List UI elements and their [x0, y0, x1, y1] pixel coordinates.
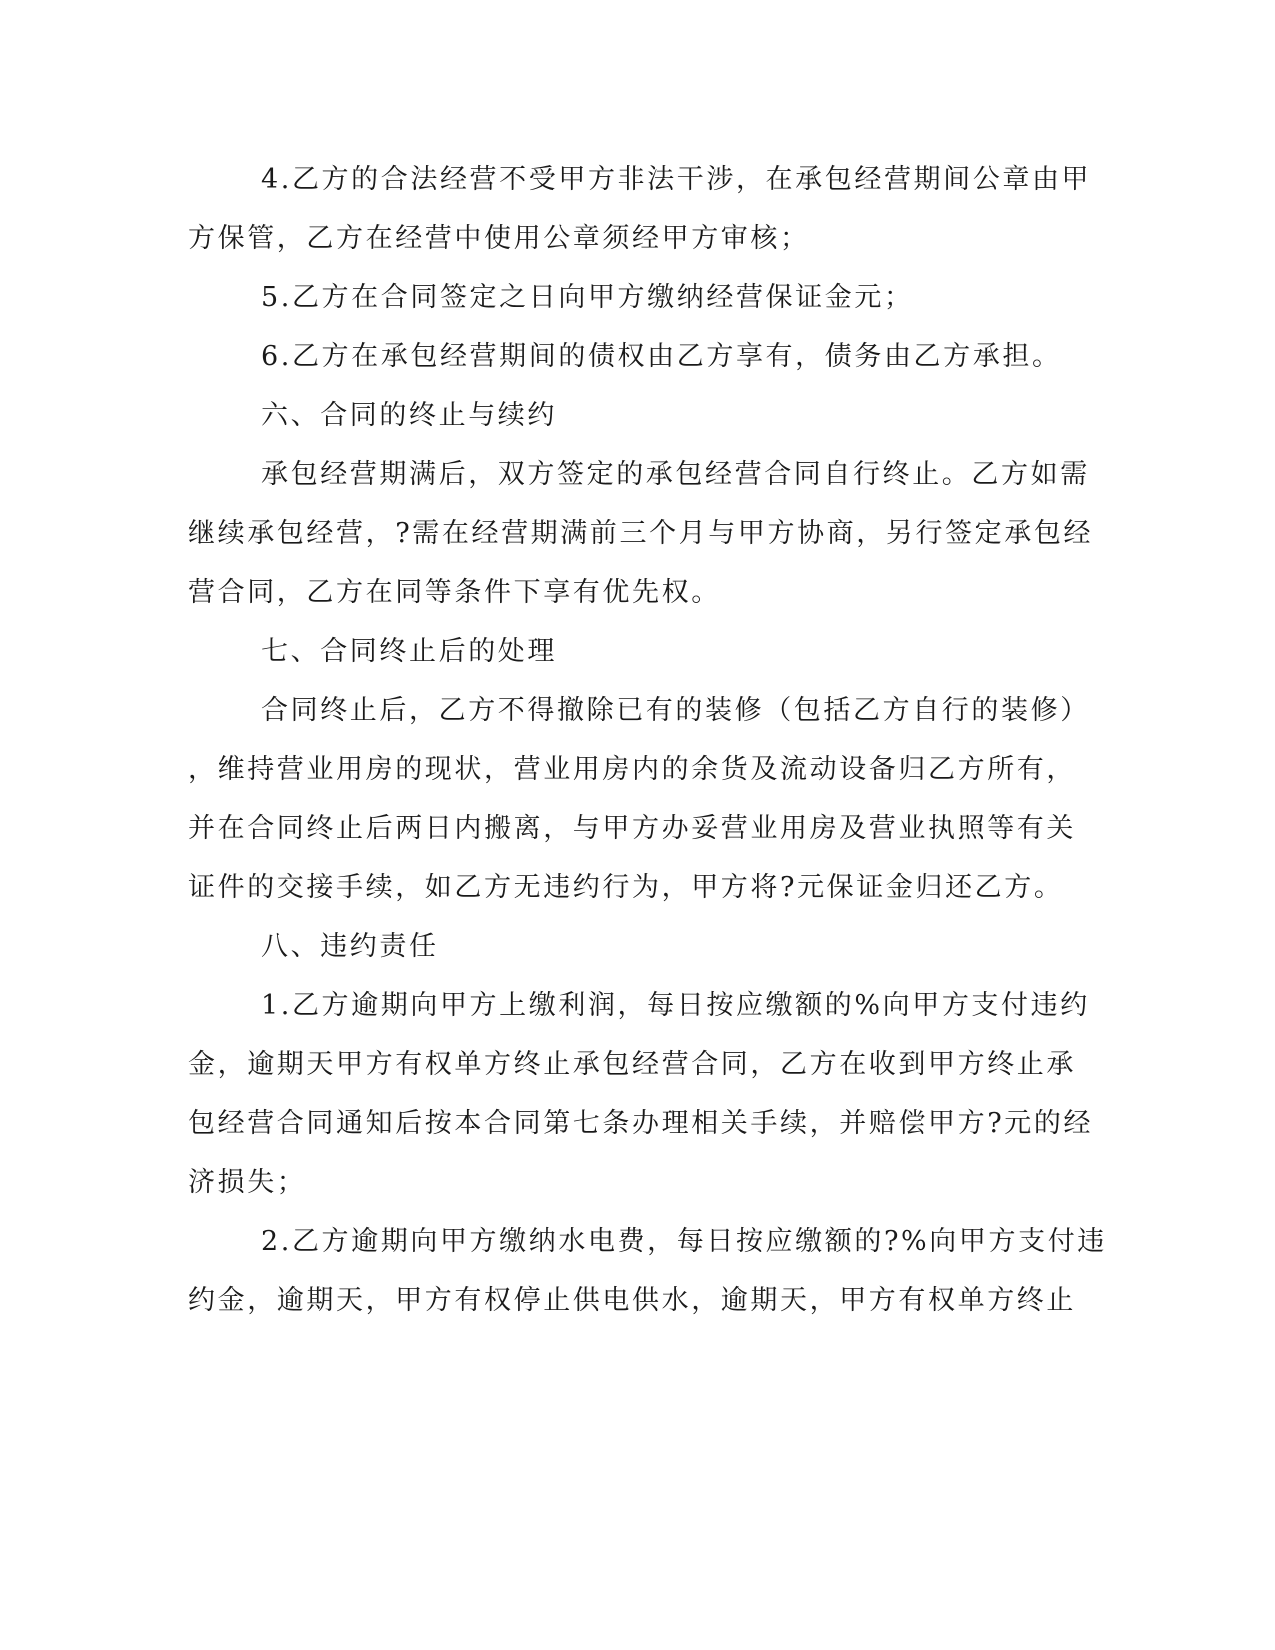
clause-8-1-line-3: 包经营合同通知后按本合同第七条办理相关手续，并赔偿甲方?元的经	[188, 1108, 1094, 1139]
clause-8-1-line-2: 金，逾期天甲方有权单方终止承包经营合同，乙方在收到甲方终止承	[188, 1049, 1076, 1080]
section-8-heading: 八、违约责任	[261, 931, 439, 962]
section-7-para-line-3: 并在合同终止后两日内搬离，与甲方办妥营业用房及营业执照等有关	[188, 813, 1076, 844]
clause-4-line-2: 方保管，乙方在经营中使用公章须经甲方审核；	[188, 223, 810, 254]
clause-5-line-1: 5.乙方在合同签定之日向甲方缴纳经营保证金元；	[261, 282, 914, 313]
clause-8-1-line-1: 1.乙方逾期向甲方上缴利润，每日按应缴额的%向甲方支付违约	[261, 990, 1090, 1021]
section-6-para-line-2: 继续承包经营，?需在经营期满前三个月与甲方协商，另行签定承包经	[188, 518, 1094, 549]
section-6-heading: 六、合同的终止与续约	[261, 400, 557, 431]
section-6-para-line-3: 营合同，乙方在同等条件下享有优先权。	[188, 577, 721, 608]
clause-8-1-line-4: 济损失；	[188, 1167, 307, 1198]
section-6-para-line-1: 承包经营期满后，双方签定的承包经营合同自行终止。乙方如需	[261, 459, 1090, 490]
section-7-para-line-4: 证件的交接手续，如乙方无违约行为，甲方将?元保证金归还乙方。	[188, 872, 1064, 903]
clause-8-2-line-2: 约金，逾期天，甲方有权停止供电供水，逾期天，甲方有权单方终止	[188, 1285, 1076, 1316]
section-7-para-line-2: ，维持营业用房的现状，营业用房内的余货及流动设备归乙方所有，	[188, 754, 1076, 785]
clause-6-line-1: 6.乙方在承包经营期间的债权由乙方享有，债务由乙方承担。	[261, 341, 1062, 372]
clause-4-line-1: 4.乙方的合法经营不受甲方非法干涉，在承包经营期间公章由甲	[261, 164, 1092, 195]
clause-8-2-line-1: 2.乙方逾期向甲方缴纳水电费，每日按应缴额的?%向甲方支付违	[261, 1226, 1107, 1257]
section-7-heading: 七、合同终止后的处理	[261, 636, 557, 667]
section-7-para-line-1: 合同终止后，乙方不得撤除已有的装修（包括乙方自行的装修）	[261, 695, 1090, 726]
